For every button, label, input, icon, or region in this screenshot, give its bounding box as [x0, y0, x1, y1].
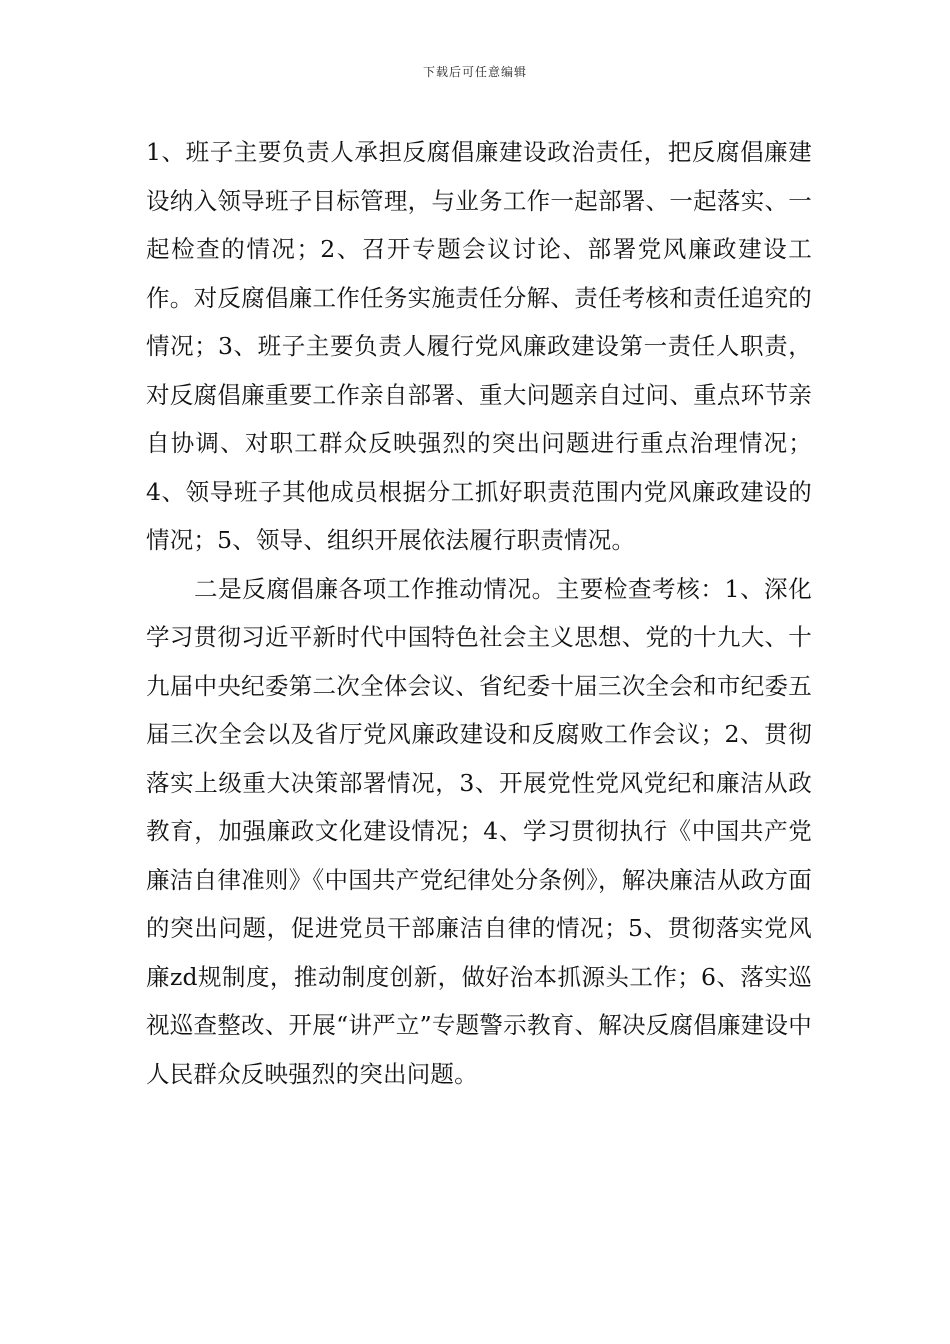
page-header: 下载后可任意编辑	[422, 65, 527, 79]
document-body	[146, 128, 812, 1098]
paragraph-second-item: 二是反腐倡廉各项工作推动情况。主要检查考核：1、深化学习贯彻习近平新时代中国特色社会主义思想、党的十九大、十九届中央纪委第二次全体会议、省纪委十届三次全会和市纪委五届三次全会以及省厅党风廉政建设和反腐败工作会议；2、贯彻落实上级重大决策部署情况，3、开展党性党风党纪和廉洁从政教育，加强廉政文化建设情况；4、学习贯彻执行《中国共产党廉洁自律准则》《中国共产党纪律处分条例》，解决廉洁从政方面的突出问题，促进党员干部廉洁自律的情况；5、贯彻落实党风廉zd规制度，推动制度创新，做好治本抓源头工作；6、落实巡视巡查整改、开展“讲严立”专题警示教育、解决反腐倡廉建设中人民群众反映强烈的突出问题。	[146, 574, 812, 1088]
paragraph-continuation: 1、班子主要负责人承担反腐倡廉建设政治责任，把反腐倡廉建设纳入领导班子目标管理，与业务工作一起部署、一起落实、一起检查的情况；2、召开专题会议讨论、部署党风廉政建设工作。对反腐倡廉工作任务实施责任分解、责任考核和责任追究的情况；3、班子主要负责人履行党风廉政建设第一责任人职责，对反腐倡廉重要工作亲自部署、重大问题亲自过问、重点环节亲自协调、对职工群众反映强烈的突出问题进行重点治理情况；4、领导班子其他成员根据分工抓好职责范围内党风廉政建设的情况；5、领导、组织开展依法履行职责情况。	[146, 138, 812, 554]
